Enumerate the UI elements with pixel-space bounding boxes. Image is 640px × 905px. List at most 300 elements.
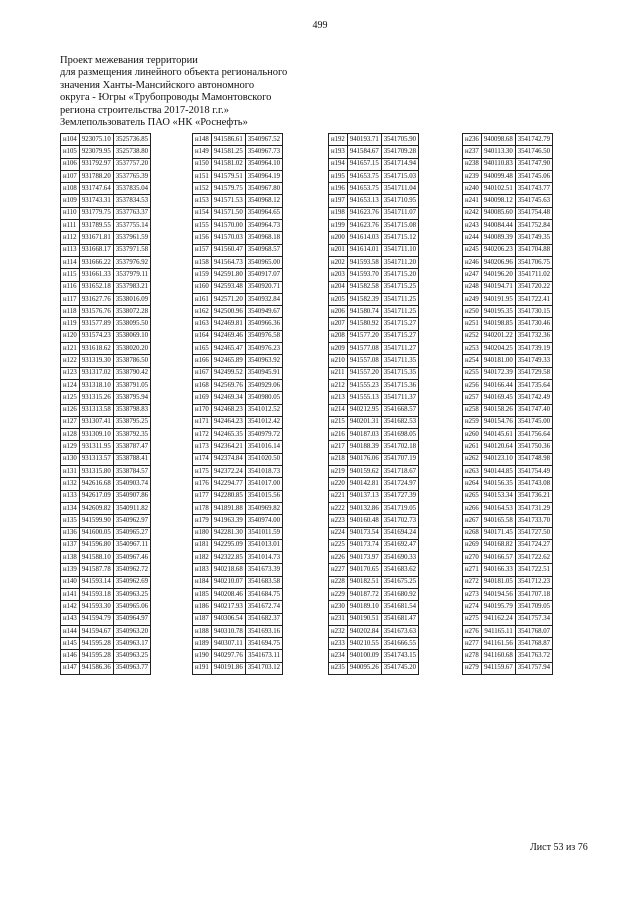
point-id: н223 [329,515,348,527]
x-coordinate: 931666.22 [79,256,113,268]
table-row [61,343,151,355]
table-row [61,588,151,600]
x-coordinate: 941580.92 [347,318,381,330]
point-id: н185 [193,588,212,600]
x-coordinate: 940132.86 [347,502,381,514]
y-coordinate: 3541705.90 [381,134,418,146]
y-coordinate: 3541714.94 [381,158,418,170]
x-coordinate: 940164.53 [481,502,515,514]
point-id: н190 [193,650,212,662]
table-row [193,466,283,478]
point-id: н255 [463,367,482,379]
table-row [61,183,151,195]
y-coordinate: 3541719.05 [381,502,418,514]
x-coordinate: 940191.86 [211,662,245,674]
x-coordinate: 941614.01 [347,244,381,256]
title-line: округа - Югры «Трубопроводы Мамонтовского [60,92,272,104]
y-coordinate: 3541745.06 [515,170,552,182]
x-coordinate: 931668.17 [79,244,113,256]
y-coordinate: 3538784.57 [113,466,150,478]
table-row [61,379,151,391]
point-id: н172 [193,429,212,441]
y-coordinate: 3541012.52 [245,404,282,416]
point-id: н110 [61,207,80,219]
y-coordinate: 3541732.36 [515,330,552,342]
y-coordinate: 3541707.18 [515,588,552,600]
table-row [463,207,553,219]
x-coordinate: 940084.44 [481,220,515,232]
point-id: н278 [463,650,482,662]
table-row [463,269,553,281]
x-coordinate: 931574.23 [79,330,113,342]
table-row [61,392,151,404]
point-id: н249 [463,293,482,305]
x-coordinate: 931743.31 [79,195,113,207]
point-id: н242 [463,207,482,219]
table-row [329,293,419,305]
y-coordinate: 3541681.47 [381,613,418,625]
table-row [193,343,283,355]
x-coordinate: 941588.10 [79,552,113,564]
point-id: н168 [193,379,212,391]
y-coordinate: 3540963.20 [113,625,150,637]
table-row [61,453,151,465]
table-row [61,441,151,453]
x-coordinate: 941555.23 [347,379,381,391]
y-coordinate: 3541692.47 [381,539,418,551]
x-coordinate: 940170.65 [347,564,381,576]
x-coordinate: 941577.20 [347,330,381,342]
title-line: Проект межевания территории [60,55,198,66]
y-coordinate: 3541715.03 [381,170,418,182]
x-coordinate: 940182.51 [347,576,381,588]
table-row [61,650,151,662]
x-coordinate: 942500.96 [211,306,245,318]
table-row [193,662,283,674]
point-id: н189 [193,638,212,650]
point-id: н170 [193,404,212,416]
y-coordinate: 3540968.57 [245,244,282,256]
table-row [329,392,419,404]
x-coordinate: 923075.10 [79,134,113,146]
x-coordinate: 940173.97 [347,552,381,564]
table-row [463,588,553,600]
y-coordinate: 3541694.24 [381,527,418,539]
table-row [463,318,553,330]
x-coordinate: 940206.96 [481,256,515,268]
x-coordinate: 941593.58 [347,256,381,268]
y-coordinate: 3540962.72 [113,564,150,576]
y-coordinate: 3541733.70 [515,515,552,527]
title-line: значения Ханты-Мансийского автономного [60,79,255,91]
x-coordinate: 940168.82 [481,539,515,551]
y-coordinate: 3537763.37 [113,207,150,219]
y-coordinate: 3541680.92 [381,588,418,600]
point-id: н200 [329,232,348,244]
point-id: н268 [463,527,482,539]
y-coordinate: 3541706.75 [515,256,552,268]
y-coordinate: 3540917.07 [245,269,282,281]
point-id: н204 [329,281,348,293]
point-id: н129 [61,441,80,453]
point-id: н243 [463,220,482,232]
y-coordinate: 3537983.21 [113,281,150,293]
point-id: н220 [329,478,348,490]
table-row [193,293,283,305]
table-row [193,539,283,551]
x-coordinate: 941581.25 [211,146,245,158]
x-coordinate: 931309.10 [79,429,113,441]
x-coordinate: 941557.20 [347,367,381,379]
point-id: н163 [193,318,212,330]
table-row [193,552,283,564]
point-id: н159 [193,269,212,281]
x-coordinate: 931652.18 [79,281,113,293]
table-row [463,158,553,170]
y-coordinate: 3538786.50 [113,355,150,367]
point-id: н160 [193,281,212,293]
point-id: н198 [329,207,348,219]
x-coordinate: 941596.80 [79,539,113,551]
point-id: н271 [463,564,482,576]
x-coordinate: 941600.05 [79,527,113,539]
point-id: н112 [61,232,80,244]
y-coordinate: 3540974.00 [245,515,282,527]
table-row [463,256,553,268]
table-row [61,134,151,146]
point-id: н131 [61,466,80,478]
table-row [329,527,419,539]
y-coordinate: 3540907.86 [113,490,150,502]
y-coordinate: 3541730.46 [515,318,552,330]
x-coordinate: 941963.39 [211,515,245,527]
table-row [193,564,283,576]
point-id: н124 [61,379,80,391]
y-coordinate: 3537757.20 [113,158,150,170]
table-row [463,232,553,244]
point-id: н119 [61,318,80,330]
point-id: н132 [61,478,80,490]
x-coordinate: 941159.67 [481,662,515,674]
x-coordinate: 940169.45 [481,392,515,404]
x-coordinate: 940156.35 [481,478,515,490]
y-coordinate: 3538795.94 [113,392,150,404]
x-coordinate: 941595.28 [79,650,113,662]
x-coordinate: 940212.95 [347,404,381,416]
point-id: н227 [329,564,348,576]
table-row [463,625,553,637]
x-coordinate: 941595.28 [79,638,113,650]
table-row [61,625,151,637]
y-coordinate: 3541729.58 [515,367,552,379]
table-row [193,134,283,146]
y-coordinate: 3540949.67 [245,306,282,318]
y-coordinate: 3541736.21 [515,490,552,502]
table-row [329,146,419,158]
x-coordinate: 941586.36 [79,662,113,674]
x-coordinate: 940181.00 [481,355,515,367]
y-coordinate: 3541711.02 [515,269,552,281]
x-coordinate: 941577.08 [347,343,381,355]
y-coordinate: 3538791.05 [113,379,150,391]
y-coordinate: 3541747.90 [515,158,552,170]
x-coordinate: 940102.51 [481,183,515,195]
y-coordinate: 3538798.83 [113,404,150,416]
x-coordinate: 940208.46 [211,588,245,600]
table-row [193,281,283,293]
y-coordinate: 3541715.35 [381,367,418,379]
y-coordinate: 3541745.20 [381,662,418,674]
table-row [329,183,419,195]
x-coordinate: 940173.74 [347,539,381,551]
y-coordinate: 3541748.98 [515,453,552,465]
y-coordinate: 3540911.82 [113,502,150,514]
table-row [329,343,419,355]
point-id: н199 [329,220,348,232]
y-coordinate: 3538790.42 [113,367,150,379]
y-coordinate: 3540963.25 [113,588,150,600]
table-row [61,662,151,674]
point-id: н167 [193,367,212,379]
x-coordinate: 940137.13 [347,490,381,502]
x-coordinate: 940142.81 [347,478,381,490]
x-coordinate: 940181.05 [481,576,515,588]
document-title [60,55,360,129]
point-id: н208 [329,330,348,342]
y-coordinate: 3540932.84 [245,293,282,305]
table-row [463,281,553,293]
y-coordinate: 3541750.36 [515,441,552,453]
y-coordinate: 3541694.75 [245,638,282,650]
table-row [61,293,151,305]
table-row [61,552,151,564]
table-row [61,613,151,625]
x-coordinate: 940194.56 [481,588,515,600]
y-coordinate: 3541711.25 [381,293,418,305]
y-coordinate: 3541711.37 [381,392,418,404]
table-row [463,244,553,256]
point-id: н213 [329,392,348,404]
table-row [193,318,283,330]
point-id: н201 [329,244,348,256]
y-coordinate: 3541715.12 [381,232,418,244]
table-row [61,195,151,207]
table-row [193,441,283,453]
table-row [193,490,283,502]
coordinates-table-1 [60,133,151,675]
table-row [463,638,553,650]
y-coordinate: 3540964.10 [245,158,282,170]
point-id: н237 [463,146,482,158]
point-id: н152 [193,183,212,195]
y-coordinate: 3541011.59 [245,527,282,539]
table-row [463,466,553,478]
table-row [329,588,419,600]
table-row [463,515,553,527]
y-coordinate: 3541710.95 [381,195,418,207]
point-id: н273 [463,588,482,600]
x-coordinate: 940188.39 [347,441,381,453]
y-coordinate: 3540963.77 [113,662,150,674]
point-id: н256 [463,379,482,391]
point-id: н121 [61,343,80,355]
y-coordinate: 3538792.35 [113,429,150,441]
point-id: н179 [193,515,212,527]
y-coordinate: 3541746.50 [515,146,552,158]
y-coordinate: 3538787.47 [113,441,150,453]
x-coordinate: 941579.75 [211,183,245,195]
table-row [61,367,151,379]
x-coordinate: 941594.79 [79,613,113,625]
x-coordinate: 941579.51 [211,170,245,182]
x-coordinate: 940158.26 [481,404,515,416]
point-id: н236 [463,134,482,146]
y-coordinate: 3541731.29 [515,502,552,514]
table-row [463,539,553,551]
x-coordinate: 942294.77 [211,478,245,490]
point-id: н270 [463,552,482,564]
x-coordinate: 941571.53 [211,195,245,207]
y-coordinate: 3541018.73 [245,466,282,478]
point-id: н184 [193,576,212,588]
table-row [193,244,283,256]
y-coordinate: 3540962.69 [113,576,150,588]
y-coordinate: 3537765.39 [113,170,150,182]
point-id: н154 [193,207,212,219]
table-row [329,158,419,170]
point-id: н164 [193,330,212,342]
y-coordinate: 3541743.15 [381,650,418,662]
point-id: н266 [463,502,482,514]
table-row [329,379,419,391]
x-coordinate: 940099.48 [481,170,515,182]
x-coordinate: 942374.84 [211,453,245,465]
table-row [329,306,419,318]
point-id: н144 [61,625,80,637]
x-coordinate: 940123.10 [481,453,515,465]
table-row [329,207,419,219]
y-coordinate: 3541703.12 [245,662,282,674]
point-id: н262 [463,453,482,465]
y-coordinate: 3541698.05 [381,429,418,441]
x-coordinate: 931319.30 [79,355,113,367]
y-coordinate: 3537979.11 [113,269,150,281]
x-coordinate: 941165.11 [481,625,515,637]
table-row [463,662,553,674]
y-coordinate: 3541709.05 [515,601,552,613]
point-id: н139 [61,564,80,576]
x-coordinate: 942569.76 [211,379,245,391]
y-coordinate: 3540964.19 [245,170,282,182]
x-coordinate: 942469.46 [211,330,245,342]
point-id: н209 [329,343,348,355]
point-id: н279 [463,662,482,674]
table-row [463,453,553,465]
point-id: н253 [463,343,482,355]
y-coordinate: 3541015.56 [245,490,282,502]
table-row [193,478,283,490]
table-row [463,343,553,355]
y-coordinate: 3541743.08 [515,478,552,490]
y-coordinate: 3541743.77 [515,183,552,195]
point-id: н147 [61,662,80,674]
table-row [329,367,419,379]
table-row [463,478,553,490]
point-id: н133 [61,490,80,502]
point-id: н176 [193,478,212,490]
y-coordinate: 3541768.07 [515,625,552,637]
y-coordinate: 3537961.59 [113,232,150,244]
y-coordinate: 3541012.42 [245,416,282,428]
point-id: н225 [329,539,348,551]
x-coordinate: 942499.52 [211,367,245,379]
table-row [193,502,283,514]
point-id: н186 [193,601,212,613]
y-coordinate: 3538072.28 [113,306,150,318]
y-coordinate: 3541675.25 [381,576,418,588]
x-coordinate: 940187.03 [347,429,381,441]
point-id: н109 [61,195,80,207]
table-row [193,207,283,219]
table-row [193,306,283,318]
table-row [193,379,283,391]
y-coordinate: 3541672.74 [245,601,282,613]
point-id: н231 [329,613,348,625]
y-coordinate: 3540965.00 [245,256,282,268]
table-row [463,650,553,662]
table-row [329,318,419,330]
point-id: н211 [329,367,348,379]
point-id: н175 [193,466,212,478]
point-id: н106 [61,158,80,170]
y-coordinate: 3540967.73 [245,146,282,158]
x-coordinate: 940144.85 [481,466,515,478]
table-row [61,502,151,514]
point-id: н146 [61,650,80,662]
point-id: н219 [329,466,348,478]
point-id: н111 [61,220,80,232]
y-coordinate: 3540980.05 [245,392,282,404]
point-id: н210 [329,355,348,367]
point-id: н128 [61,429,80,441]
y-coordinate: 3541711.35 [381,355,418,367]
y-coordinate: 3541682.37 [245,613,282,625]
table-row [193,515,283,527]
point-id: н113 [61,244,80,256]
x-coordinate: 942322.85 [211,552,245,564]
x-coordinate: 941571.50 [211,207,245,219]
x-coordinate: 941587.78 [79,564,113,576]
point-id: н272 [463,576,482,588]
table-row [329,515,419,527]
table-row [463,404,553,416]
y-coordinate: 3540968.18 [245,232,282,244]
table-row [61,576,151,588]
x-coordinate: 940171.45 [481,527,515,539]
point-id: н276 [463,625,482,637]
point-id: н244 [463,232,482,244]
y-coordinate: 3540976.58 [245,330,282,342]
x-coordinate: 931789.55 [79,220,113,232]
y-coordinate: 3540962.97 [113,515,150,527]
x-coordinate: 941623.76 [347,207,381,219]
table-row [193,269,283,281]
point-id: н137 [61,539,80,551]
x-coordinate: 940307.11 [211,638,245,650]
table-row [61,170,151,182]
x-coordinate: 940154.76 [481,416,515,428]
table-row [463,613,553,625]
